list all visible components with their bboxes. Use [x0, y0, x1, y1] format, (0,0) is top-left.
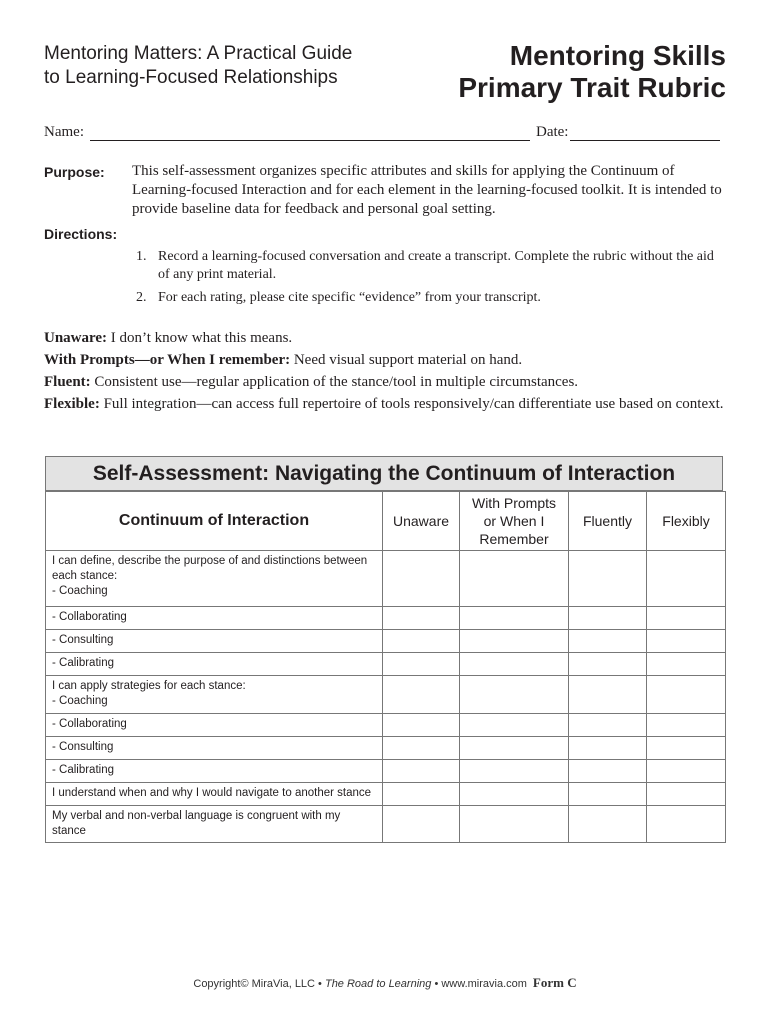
rubric-title-line2: Primary Trait Rubric: [458, 72, 726, 103]
scale-item: [44, 349, 728, 371]
rating-cell-fluently[interactable]: [569, 630, 647, 653]
rating-cell-unaware[interactable]: [383, 760, 460, 783]
rating-cell-prompts[interactable]: [460, 783, 569, 806]
table-row: [46, 760, 726, 783]
rating-cell-fluently[interactable]: [569, 737, 647, 760]
table-row: [46, 783, 726, 806]
rating-cell-flexibly[interactable]: [647, 551, 726, 607]
header-row: [46, 492, 726, 551]
scale-desc: I don’t know what this means.: [107, 330, 293, 346]
table-row: [46, 676, 726, 714]
rating-cell-prompts[interactable]: [460, 676, 569, 714]
page-footer: [0, 975, 770, 991]
directions-list: [136, 248, 726, 312]
rating-cell-fluently[interactable]: [569, 551, 647, 607]
rating-cell-flexibly[interactable]: [647, 760, 726, 783]
scale-item: [44, 393, 728, 415]
rating-cell-flexibly[interactable]: [647, 714, 726, 737]
col-header-prompts: [460, 492, 569, 551]
rubric-grid: [45, 491, 726, 843]
direction-text: Record a learning-focused conversation and create a transcript. Complete the rubric without the aid of any print material.: [158, 249, 714, 282]
scale-term: Unaware:: [44, 330, 108, 346]
guide-title: [44, 42, 424, 90]
name-date-row: [44, 124, 720, 141]
direction-number: 2.: [136, 290, 147, 305]
purpose-label: Purpose:: [44, 164, 105, 180]
rating-cell-unaware[interactable]: [383, 806, 460, 843]
footer-url: • www.miravia.com: [431, 978, 527, 990]
scale-item: [44, 327, 728, 349]
scale-item: [44, 371, 728, 393]
rating-cell-prompts[interactable]: [460, 653, 569, 676]
scale-term: Fluent:: [44, 374, 91, 390]
table-row: [46, 630, 726, 653]
purpose-text: This self-assessment organizes specific attributes and skills for applying the Continuum of Learning-focused Interaction and for each element in the learning-focused toolkit. It is intended to provide baseline data for feedback and personal goal setting.: [132, 163, 722, 217]
direction-item: [136, 248, 726, 284]
direction-number: 1.: [136, 249, 147, 264]
rating-cell-unaware[interactable]: [383, 607, 460, 630]
rating-cell-flexibly[interactable]: [647, 630, 726, 653]
row-label: I understand when and why I would navigate to another stance: [46, 783, 383, 806]
scale-desc: Full integration—can access full repertoire of tools responsively/can differentiate use based on context.: [99, 396, 724, 412]
table-row: [46, 551, 726, 607]
rating-cell-unaware[interactable]: [383, 630, 460, 653]
col-header-fluently: Fluently: [569, 492, 647, 551]
row-label: - Calibrating: [46, 760, 383, 783]
rating-cell-unaware[interactable]: [383, 653, 460, 676]
row-label-line: each stance:: [52, 570, 118, 582]
row-label: - Collaborating: [46, 714, 383, 737]
rating-cell-prompts[interactable]: [460, 607, 569, 630]
col-header-prompts-line1: With Prompts: [471, 495, 556, 511]
rating-cell-unaware[interactable]: [383, 676, 460, 714]
rating-cell-unaware[interactable]: [383, 783, 460, 806]
rating-cell-fluently[interactable]: [569, 760, 647, 783]
rating-cell-fluently[interactable]: [569, 607, 647, 630]
rating-cell-fluently[interactable]: [569, 714, 647, 737]
scale-term: Flexible:: [44, 396, 100, 412]
row-label-line: - Coaching: [52, 695, 108, 707]
scale-term: With Prompts—or When I remember:: [44, 352, 291, 368]
rating-scale: [44, 327, 728, 415]
col-header-prompts-line3: Remember: [479, 531, 549, 547]
rating-cell-flexibly[interactable]: [647, 607, 726, 630]
footer-copyright: Copyright© MiraVia, LLC •: [193, 978, 325, 990]
col-header-unaware: Unaware: [383, 492, 460, 551]
row-label-line: I can apply strategies for each stance:: [52, 680, 246, 692]
direction-item: [136, 289, 726, 307]
date-label: Date:: [535, 124, 569, 140]
guide-title-line1: Mentoring Matters: A Practical Guide: [44, 43, 353, 64]
row-label: - Consulting: [46, 737, 383, 760]
rating-cell-flexibly[interactable]: [647, 676, 726, 714]
rating-cell-fluently[interactable]: [569, 783, 647, 806]
row-label: My verbal and non-verbal language is congruent with my stance: [46, 806, 383, 843]
table-row: [46, 714, 726, 737]
rating-cell-flexibly[interactable]: [647, 737, 726, 760]
rating-cell-prompts[interactable]: [460, 806, 569, 843]
date-field[interactable]: [570, 126, 720, 141]
table-row: [46, 737, 726, 760]
rating-cell-fluently[interactable]: [569, 806, 647, 843]
rating-cell-fluently[interactable]: [569, 676, 647, 714]
row-label: [46, 551, 383, 607]
col-header-continuum: Continuum of Interaction: [46, 492, 383, 551]
scale-desc: Consistent use—regular application of the stance/tool in multiple circumstances.: [90, 374, 579, 390]
row-label: - Consulting: [46, 630, 383, 653]
table-title: Self-Assessment: Navigating the Continuum of Interaction: [45, 456, 723, 491]
table-row: [46, 653, 726, 676]
rating-cell-unaware[interactable]: [383, 551, 460, 607]
col-header-flexibly: Flexibly: [647, 492, 726, 551]
rating-cell-prompts[interactable]: [460, 630, 569, 653]
scale-desc: Need visual support material on hand.: [290, 352, 523, 368]
table-row: [46, 607, 726, 630]
table-row: [46, 806, 726, 843]
rubric-title: [458, 40, 726, 104]
row-label-line: - Coaching: [52, 585, 108, 597]
rating-cell-prompts[interactable]: [460, 551, 569, 607]
self-assessment-table: [45, 456, 723, 843]
rating-cell-unaware[interactable]: [383, 737, 460, 760]
footer-tagline: The Road to Learning: [324, 978, 432, 990]
rating-cell-flexibly[interactable]: [647, 783, 726, 806]
row-label-line: I can define, describe the purpose of and distinctions between: [52, 555, 368, 567]
row-label: - Calibrating: [46, 653, 383, 676]
guide-title-line2: to Learning-Focused Relationships: [44, 67, 338, 88]
rating-cell-prompts[interactable]: [460, 714, 569, 737]
directions-label: Directions:: [44, 226, 118, 242]
rating-cell-unaware[interactable]: [383, 714, 460, 737]
direction-text: For each rating, please cite specific “evidence” from your transcript.: [158, 290, 541, 305]
col-header-prompts-line2: or When I: [483, 513, 545, 529]
row-label: [46, 676, 383, 714]
rating-cell-prompts[interactable]: [460, 737, 569, 760]
name-field[interactable]: [90, 126, 530, 141]
rubric-title-line1: Mentoring Skills: [509, 40, 726, 71]
name-label: Name:: [44, 124, 84, 140]
form-label: Form C: [532, 975, 577, 990]
rating-cell-fluently[interactable]: [569, 653, 647, 676]
row-label: - Collaborating: [46, 607, 383, 630]
rating-cell-flexibly[interactable]: [647, 806, 726, 843]
rating-cell-prompts[interactable]: [460, 760, 569, 783]
rating-cell-flexibly[interactable]: [647, 653, 726, 676]
